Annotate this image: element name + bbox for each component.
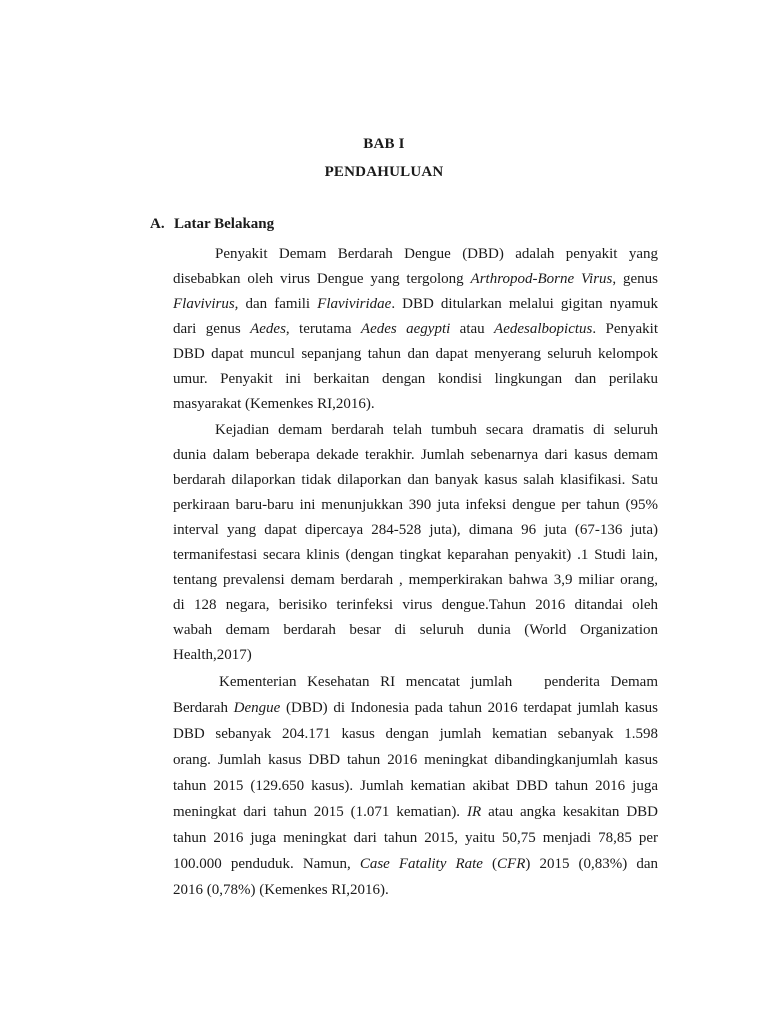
chapter-number: BAB I: [363, 136, 405, 152]
text-line: DBD sebanyak 204.171 kasus dengan jumlah kematian sebanyak 1.598: [173, 726, 658, 742]
text-line: perkiraan baru-baru ini menunjukkan 390 juta infeksi dengue per tahun (95%: [173, 497, 658, 513]
text-line: termanifestasi secara klinis (dengan tingkat keparahan penyakit) .1 Studi lain,: [173, 547, 658, 563]
text-line: Berdarah Dengue (DBD) di Indonesia pada tahun 2016 terdapat jumlah kasus: [173, 700, 658, 716]
text-line: orang. Jumlah kasus DBD tahun 2016 meningkat dibandingkanjumlah kasus: [173, 752, 658, 768]
text-line: masyarakat (Kemenkes RI,2016).: [173, 396, 375, 412]
section-heading: [150, 216, 274, 233]
text-line: Penyakit Demam Berdarah Dengue (DBD) adalah penyakit yang: [215, 246, 658, 262]
paragraph-1: [173, 242, 658, 417]
chapter-title: PENDAHULUAN: [324, 164, 444, 180]
section-letter: A.: [150, 216, 165, 232]
text-line: berdarah dilaporkan tidak dilaporkan dan banyak kasus salah klasifikasi. Satu: [173, 472, 658, 488]
paragraph-2: [173, 418, 658, 668]
text-line: dari genus Aedes, terutama Aedes aegypti atau Aedesalbopictus. Penyakit: [173, 321, 659, 337]
text-line: Flavivirus, dan famili Flaviviridae. DBD ditularkan melalui gigitan nyamuk: [173, 296, 658, 312]
section-title: Latar Belakang: [174, 216, 275, 232]
text-line: tahun 2015 (129.650 kasus). Jumlah kematian akibat DBD tahun 2016 juga: [173, 778, 658, 794]
text-line: DBD dapat muncul sepanjang tahun dan dapat menyerang seluruh kelompok: [173, 346, 658, 362]
text-line: disebabkan oleh virus Dengue yang tergolong Arthropod-Borne Virus, genus: [173, 271, 659, 287]
text-line: 2016 (0,78%) (Kemenkes RI,2016).: [173, 882, 389, 898]
text-line: tentang prevalensi demam berdarah , memperkirakan bahwa 3,9 miliar orang,: [173, 572, 658, 588]
text-line: meningkat dari tahun 2015 (1.071 kematian). IR atau angka kesakitan DBD: [173, 804, 658, 820]
text-line: dunia dalam beberapa dekade terakhir. Jumlah sebenarnya dari kasus demam: [173, 447, 658, 463]
text-line: umur. Penyakit ini berkaitan dengan kondisi lingkungan dan perilaku: [173, 371, 658, 387]
text-line: Kejadian demam berdarah telah tumbuh secara dramatis di seluruh: [215, 422, 658, 438]
paragraph-3: [173, 669, 658, 903]
text-line: Health,2017): [173, 647, 252, 663]
text-line: 100.000 penduduk. Namun, Case Fatality Rate (CFR) 2015 (0,83%) dan: [173, 856, 658, 872]
text-line: wabah demam berdarah besar di seluruh dunia (World Organization: [173, 622, 658, 638]
text-line: di 128 negara, berisiko terinfeksi virus dengue.Tahun 2016 ditandai oleh: [173, 597, 658, 613]
text-line: interval yang dapat dipercaya 284-528 juta), dimana 96 juta (67-136 juta): [173, 522, 658, 538]
text-line: tahun 2016 juga meningkat dari tahun 2015, yaitu 50,75 menjadi 78,85 per: [173, 830, 658, 846]
text-line: Kementerian Kesehatan RI mencatat jumlah penderita Demam: [219, 674, 658, 690]
